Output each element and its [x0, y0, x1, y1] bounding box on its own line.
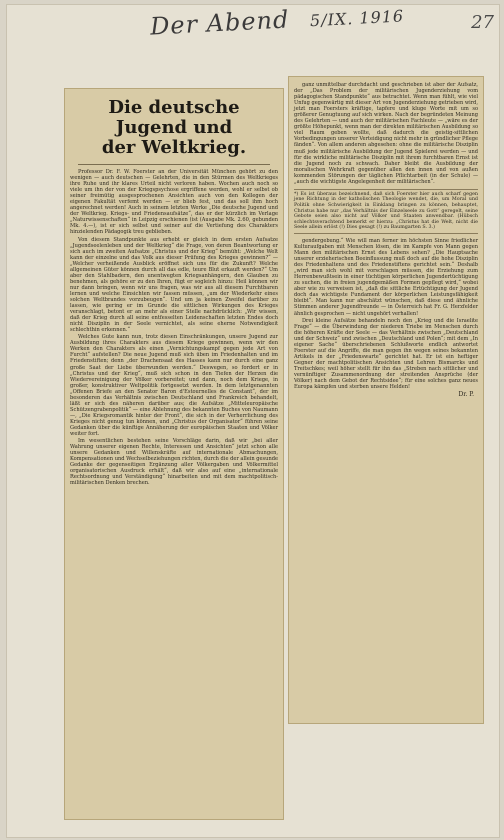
- right-paragraph: ganz unmittelbar durchdacht und geschrieben ist aber der Aufsatz, der „Das Problem der militärischen Jugenderziehung vom pädagogischen Standpunkte“ aus betrachtet. Wenn man fühlt, wie viel Unfug gegenwärtig mit dieser Art von Jugenderziehung getrieben wird, jetzt man Foersters kräftige, tapfere und kluge Worte mit um so größerer Genugtuung auf sich wirken. Nach der begründeten Meinung des Gelehrten — und auch der militärischen Fachleute — „wäre es der größte Höhepunkt, wenn man der direkten militärischen Ausbildung so viel Raum geben wollte, daß dadurch die geistig-sittlichen Vorbedingungen unserer Verteidigung nicht mehr in gründlicher Pflege fänden“. Von allem anderen abgesehen: ohne die militärische Disziplin muß jede militärische Ausbildung der Jugend Spielerei werden — und für die wirkliche militärische Disziplin mit ihrem furchtbaren Ernst ist die Jugend noch zu schwach. Daher bleibt die Ausbildung der moralischen Wehrkraft gegenüber allen den innen und von außen kommenden Störungen der täglichen Pflichtarbeit (in der Schule) — „auch die wichtigste Angelegenheit der militärischen“.: [294, 82, 478, 185]
- right-column-body-bottom: [294, 238, 478, 390]
- left-paragraph: Welches Gute kann nun, trotz diesen Einschränkungen, unsere Jugend zur Ausbildung ihres Charakters aus diesem Kriege gewinnen, wenn wir den Werken den Charakters als einen „Vernichtungskampf gegen jede Art von Furcht“ aufstellen? Die neue Jugend muß sich üben im Friedenhalten und im Friedenstiften; denn „der Drachensaat des Hasses kann nur durch eine ganz große Saat der Liebe überwunden werden.“ Deswegen, so fordert er in „Christus und der Krieg“, muß sich schon in den Tiefen der Herzen die Wiedervereinigung der Völker vorbereitet; und dann, noch dem Kriege, in großer, konstruktiver Weltpolitik fortgesetzt werden. In dem letztgenannten „Offenen Briefe an den Senator Baron d'Estournelles de Constant“, der im besonderen das Verhältnis zwischen Deutschland und Frankreich behandelt, läßt er sich des näheren darüber aus; die Aufsätze „Mitteleuropäische Schützengrabenpolitik“ — eine Ablehnung des bekannten Buches von Naumann —, „Die Kriegsromantik hinter der Front“, die sich in der Verherrlichung des Krieges nicht genug tun können, und „Christus der Organisator“ führen seine Gedanken über die künftige Annäherung der europäischen Staaten und Völker weiter fort.: [70, 334, 278, 438]
- author-signature: Dr. P.: [458, 391, 474, 399]
- right-paragraph: Drei kleine Aufsätze behandeln noch den „Krieg und die Israelite Frage“ — die Überwindung der niederen Triebe im Menschen durch die höheren Kräfte der Seele — das Verhältnis zwischen „Deutschland und der Schweiz“ und zwischen „Deutschland und Polen“; mit dem „In eigener Sache“ überschriebenen Schlußworte endlich antwortet Foerster auf die Angriffe, die man gegen ihn wegen seines bekannten Artikels in der „Friedenswarte“ gerichtet hat. Er ist ein heftiger Gegner der machtpolitischen Ansichten und Lehren Bismarcks und Treitschkes; weil höher stellt für ihn das „Streben nach sittlicher und vernünftiger Zusammenordnung der streitenden Ansprüche (der Völker) nach dem Gebot der Rechtsidee“; für eine solches ganz neues Europa kämpfen und sterben unsere Helden!: [294, 317, 478, 391]
- article-headline: [72, 98, 276, 158]
- handwritten-page-number: 27: [471, 12, 494, 33]
- headline-divider: [78, 164, 270, 165]
- left-paragraph: Im wesentlichen bestehen seine Vorschläge darin, daß wir „bei aller Wahrung unserer eigenen Rechte, Interessen und Ansichten“ jetzt schon alle unsere Gedanken und Willenskräfte auf internationale Abmachungen, Kompensationen und Wechselbeziehungen richten, durch die der allein gesunde Gedanke der gegenseitigen Ergänzung aller Völkergaben und Völkermittel organisatorischen Ausdruck erhält“, daß wir also auf eine „internationale Rechtsordnung und Verständigung“ hinarbeiten und mit dem machtpolitisch-militärischen Denken brechen.: [70, 438, 278, 487]
- headline-line-2: der Weltkrieg.: [101, 137, 247, 158]
- headline-line-1: Die deutsche Jugend und: [108, 97, 240, 138]
- right-paragraph: gendergebung.“ Wie will man ferner im höchsten Sinne friedlicher Kulturaufgaben mit Menschen lösen, die im Kampfe von Mann gegen Mann den militärischen Ernst des Lebens sehen? „Die Hauptsache unserer erzieherischen Beeinflussung muß doch auf die hohe Disziplin des Friedenhaltens und des Friedenstiftens gerichtet sein.“ Deshalb „wird man sich wohl mit vorschlagen müssen, die Erziehung zum Herrenbewußtsein in einer tüchtigen körperlichen Jugendertüchtigung zu suchen, die in freien jugendgemäßen Formen gepflegt wird,“ wobei aber wie zu verweisen ist, „daß die sittliche Ertüchtigung der Jugend doch das wichtigste Fundament der körperlichen Leistungsfähigkeit bleibt“. Man kann nur abschätzt wünschen, daß diese und ähnliche Stimmen anderer Jugendfreunde — in Österreich hat Fr. G. Herzfelder ähnlich gesprochen — nicht ungehört verhallen!: [294, 237, 478, 317]
- left-paragraph: Von diesem Standpunkte aus erhebt er gleich in dem ersten Aufsatze „Jugendseelenleben und der Weltkrieg“ die Frage, von deren Beantwortung er sich auch im zweiten Aufsatze „Christus und der Krieg“ bemüht: „Welche Welt kann der einzelne und das Volk aus dieser Prüfung des Krieges gewinnen?“ — „Welcher verheißende Ausblick eröffnet sich uns für die Zukunft? Welche allgemeinen Güter können durch all das edle, teure Blut erkauft werden?“ Um aber den Stahlbadern, den unentwegten Kriegsanhängern, den Glauben zu benehmen, als gehöre er zu den Ihren, fügt er sogleich hinzu: Heil können wir nur dann bringen, wenn wir uns fragen, was wir aus all diesem Furchtbaren lernen und welche Einsichten wir fassen müssen, „um der Wiederkehr eines solchen Weltbrandes vorzubeugen“. Und um ja keinen Zweifel darüber zu lassen, wie gering er im Grunde die sittlichen Wirkungen des Krieges veranschlagt, betont er an mehr als einer Stelle nachdrücklich: „Wir wissen, daß der Krieg durch all seine entfesselten Leidenschaften letzten Endes doch nicht Disziplin in der Seele vernichtet, als seine eherne Notwendigkeit schlechthin erkennen.“: [70, 236, 278, 334]
- handwritten-date: 5/IX. 1916: [309, 6, 405, 31]
- clipping-left-column: [64, 88, 284, 820]
- handwritten-newspaper-title: Der Abend: [149, 5, 290, 41]
- footnote: *) Es ist überaus bezeichnend, daß sich Foerster hier auch scharf gegen jene Richtung in der katholischen Theologie wendet, die, um Moral und Politik ohne Schwierigkeit in Einklang bringen zu können, behauptet, Christus habe nur „das Verhältnis der Einzelseele zu Gott“ geregelt, seine Gebote seien also nicht auf Völker und Staaten anwendbar. (Hübsch schlechtsverachtend bemerkt er hierzu: „Christus hat die Welt, nicht die Seele allein erlöst (!) Dies gesagt (!) zu Baumgarten S. 3.): [294, 189, 478, 234]
- left-paragraph: Professor Dr. F. W. Foerster an der Universität München gehört zu den wenigen — auch deutschen — Gelehrten, die in den Stürmen des Weltkrieges ihre Ruhe und ihr klares Urteil nicht verloren haben. Wochen auch noch so viele um ihn der von der Kriegspsychose ergriffene werden, wohl er selbst ob seiner freimütig ausgesprochenen Ansichten auch von den Kollegen der eigenen Fakultät verfemt werden — er blieb fest, und das soll ihm hoch angerechnet werden! Auch in seinem letzten Werke „Die deutsche Jugend und der Weltkrieg. Kriegs- und Friedensaufsätze“, das er der kürzlich im Verlage „Naturwissenschaften“ in Leipzig erschienen (ist (Ausgabe Mk. 2.60, gebunden Mk. 4.—), ist er sich selbst und seiner auf die Vertiefung des Charakters hinzielenden Pädagogik treu geblieben.: [70, 169, 278, 236]
- right-column-body-top: [294, 82, 478, 185]
- left-column-body: [70, 169, 278, 486]
- clipping-right-column: [288, 76, 484, 724]
